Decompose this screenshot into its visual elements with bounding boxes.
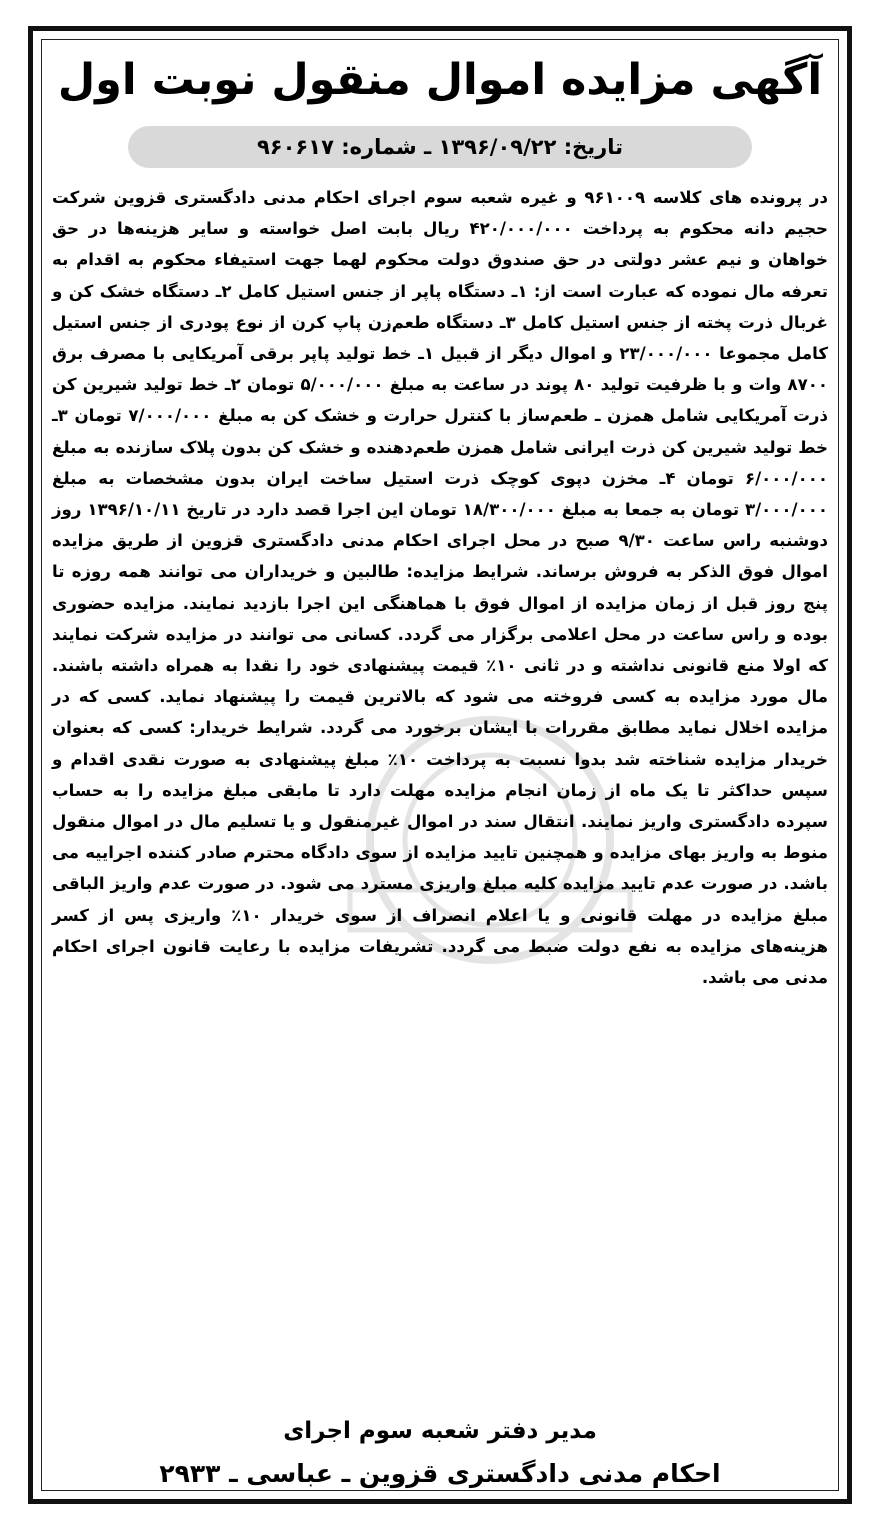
date-number-text: تاریخ: ۱۳۹۶/۰۹/۲۲ ـ شماره: ۹۶۰۶۱۷ xyxy=(256,135,623,159)
date-number-banner xyxy=(128,126,752,168)
notice-frame xyxy=(28,26,852,1504)
notice-title: آگهی مزایده اموال منقول نوبت اول xyxy=(57,55,823,105)
signature-line-1: مدیر دفتر شعبه سوم اجرای xyxy=(283,1418,597,1444)
notice-body: در پرونده های کلاسه ۹۶۱۰۰۹ و غیره شعبه سوم اجرای احکام مدنی دادگستری قزوین شرکت حجیم دانه محکوم به پرداخت ۴۲۰/۰۰۰/۰۰۰ ریال بابت اصل خواسته و سایر هزینه‌ها در حق خواهان و نیم عشر دولتی در حق صندوق دولت محکوم لهما جهت استیفاء محکوم به اقدام به تعرفه مال نموده که عبارت است از: ۱ـ دستگاه پاپر از جنس استیل کامل ۲ـ دستگاه خشک کن و غربال ذرت پخته از جنس استیل کامل ۳ـ دستگاه طعم‌زن پاپ کرن از نوع پودری از جنس استیل کامل مجموعا ۲۳/۰۰۰/۰۰۰ و اموال دیگر از قبیل ۱ـ خط تولید پاپر برقی آمریکایی با مصرف برق ۸۷۰۰ وات و با ظرفیت تولید ۸۰ پوند در ساعت به مبلغ ۵/۰۰۰/۰۰۰ تومان ۲ـ خط تولید شیرین کن ذرت آمریکایی شامل همزن ـ طعم‌ساز با کنترل حرارت و خشک کن به مبلغ ۷/۰۰۰/۰۰۰ تومان ۳ـ خط تولید شیرین کن ذرت ایرانی شامل همزن طعم‌دهنده و خشک کن بدون پلاک سازنده به مبلغ ۶/۰۰۰/۰۰۰ تومان ۴ـ مخزن دپوی کوچک ذرت استیل ساخت ایران بدون مشخصات به مبلغ ۳/۰۰۰/۰۰۰ تومان به جمعا به مبلغ ۱۸/۳۰۰/۰۰۰ تومان این اجرا قصد دارد در تاریخ ۱۳۹۶/۱۰/۱۱ روز دوشنبه راس ساعت ۹/۳۰ صبح در محل اجرای احکام مدنی دادگستری قزوین از طریق مزایده اموال فوق الذکر به فروش برساند. شرایط مزایده: طالبین و خریداران می توانند همه روزه تا پنج روز قبل از زمان مزایده از اموال فوق با هماهنگی این اجرا بازدید نمایند. مزایده حضوری بوده و راس ساعت در محل اعلامی برگزار می گردد. کسانی می توانند در مزایده شرکت نمایند که اولا منع قانونی نداشته و در ثانی ۱۰٪ قیمت پیشنهادی خود را نقدا به همراه داشته باشند. مال مورد مزایده به کسی فروخته می شود که بالاترین قیمت را پیشنهاد نماید. کسی که در مزایده اخلال نماید مطابق مقررات با ایشان برخورد می گردد. شرایط خریدار: کسی که بعنوان خریدار مزایده شناخته شد بدوا نسبت به پرداخت ۱۰٪ مبلغ پیشنهادی به صورت نقدی اقدام و سپس حداکثر تا یک ماه از زمان انجام مزایده مهلت دارد تا مابقی مبلغ مزایده را به حساب سپرده دادگستری واریز نمایند. انتقال سند در اموال غیرمنقول و یا تسلیم مال در اموال منقول منوط به واریز بهای مزایده و همچنین تایید مزایده از سوی دادگاه محترم صادر کننده اجراییه می باشد. در صورت عدم تایید مزایده کلیه مبلغ واریزی مسترد می شود. در صورت عدم واریز الباقی مبلغ مزایده در مهلت قانونی و یا اعلام انصراف از سوی خریدار ۱۰٪ واریزی پس از کسر هزینه‌های مزایده به نفع دولت ضبط می گردد. تشریفات مزایده با رعایت قانون اجرای احکام مدنی می باشد. xyxy=(52,188,829,988)
signature-line-2: احکام مدنی دادگستری قزوین ـ عباسی ـ ۲۹۳۳ xyxy=(159,1459,721,1488)
notice-inner-border xyxy=(41,39,839,1491)
